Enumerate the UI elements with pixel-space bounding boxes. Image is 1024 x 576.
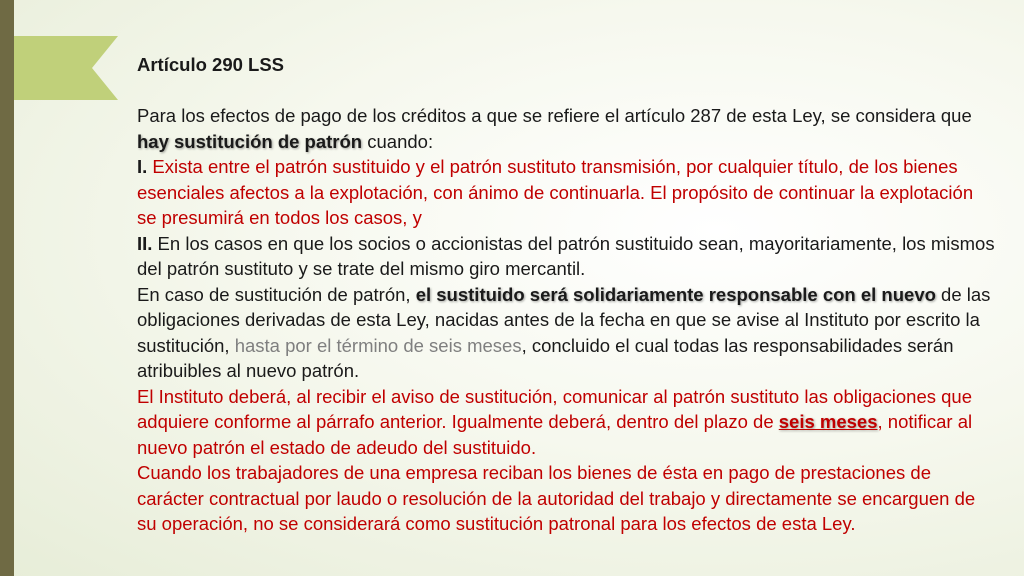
term-highlight: hasta por el término de seis meses [234, 334, 522, 356]
item-two-text: En los casos en que los socios o accionistas del patrón sustituido sean, mayoritariamente, los mismos del patrón sustituto y se trate del mismo giro mercantil. [137, 232, 995, 279]
substitution-paragraph [137, 282, 997, 384]
intro-text: Para los efectos de pago de los créditos a que se refiere el artículo 287 de esta Ley, se considera que [137, 105, 972, 126]
article-title: Artículo 290 LSS [137, 54, 285, 75]
slide-decoration [0, 0, 130, 576]
institute-text-b: , notificar al nuevo patrón el estado de adeudo del sustituido. [137, 411, 973, 458]
substitution-text-b: de las obligaciones derivadas de esta Ley, nacidas antes de la fecha en que se avise al Instituto por escrito la sustitución, [137, 283, 991, 356]
six-months-highlight: seis meses [778, 411, 878, 432]
solidarity-highlight: el sustituido será solidariamente responsable con el nuevo [415, 283, 936, 305]
item-two [137, 231, 997, 282]
substitution-text-c: , concluido el cual todas las responsabilidades serán atribuibles al nuevo patrón. [137, 334, 954, 381]
intro-end: cuando: [362, 130, 434, 152]
item-one [137, 154, 997, 231]
substitution-text-a: En caso de sustitución de patrón, [137, 283, 416, 305]
left-bar [0, 0, 14, 576]
item-one-text: Exista entre el patrón sustituido y el patrón sustituto transmisión, por cualquier título, de los bienes esenciales afectos a la explotación, con ánimo de continuarla. El propósito de continuar la explotación se presumirá en todos los casos, y [137, 156, 974, 228]
intro-paragraph [137, 103, 997, 154]
article-body [137, 52, 997, 537]
intro-highlight: hay sustitución de patrón [137, 130, 363, 152]
workers-paragraph: Cuando los trabajadores de una empresa reciban los bienes de ésta en pago de prestaciones de carácter contractual por laudo o resolución de la autoridad del trabajo y directamente se encarguen de su operación, no se considerará como sustitución patronal para los efectos de esta Ley. [137, 462, 976, 534]
banner-flag-icon [14, 36, 118, 100]
item-two-number: II. [137, 232, 153, 254]
item-one-number: I. [137, 156, 148, 177]
institute-text-a: El Instituto deberá, al recibir el aviso de sustitución, comunicar al patrón sustituto las obligaciones que adquiere conforme al párrafo anterior. Igualmente deberá, dentro del plazo de [137, 385, 973, 432]
institute-paragraph [137, 384, 997, 461]
